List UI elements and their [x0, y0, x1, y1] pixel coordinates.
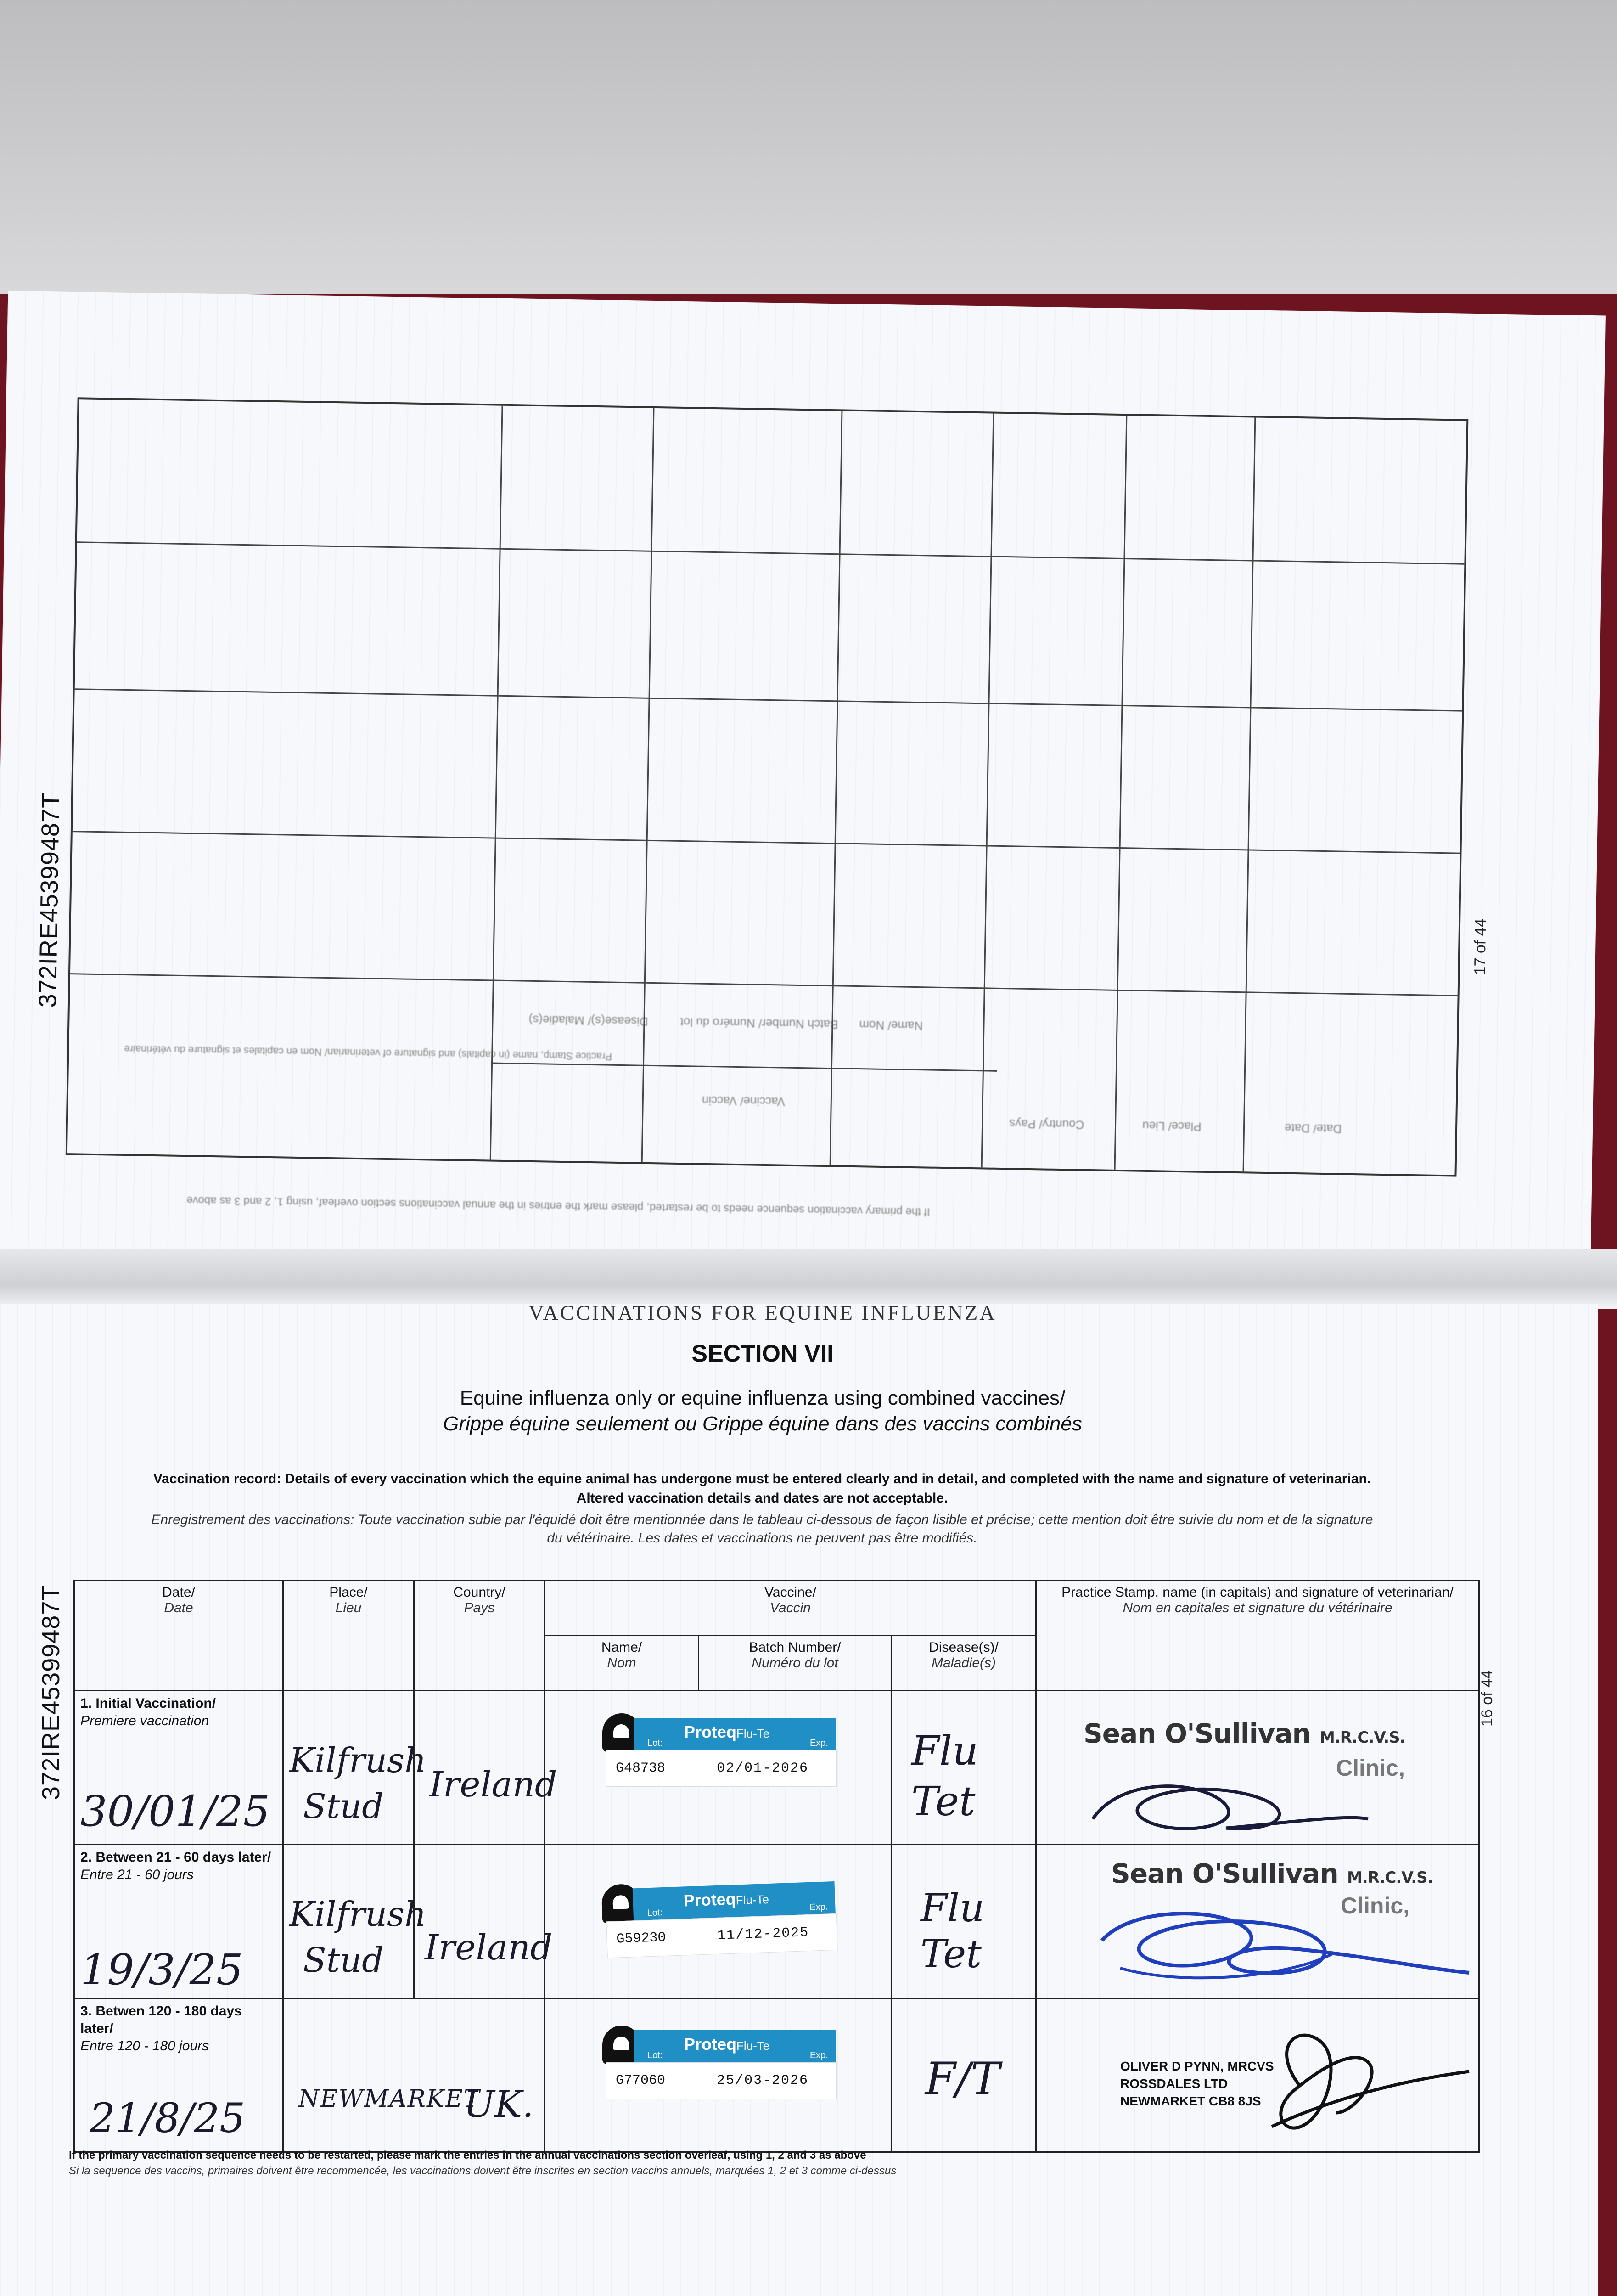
vaccination-table [73, 1580, 1480, 2153]
handwritten-disease: Flu [911, 1727, 978, 1774]
stamp-cell[interactable] [1042, 1695, 1473, 1840]
country-cell[interactable] [420, 1695, 557, 1840]
vet-stamp-line2: ROSSDALES LTD [1120, 2077, 1228, 2091]
handwritten-country: Ireland [429, 1764, 557, 1805]
vaccine-sticker: ProteqFlu-Te Lot: Exp. G48738 02/01-2026 [597, 1713, 836, 1787]
handwritten-place: Kilfrush [289, 1895, 427, 1934]
side-identifier: 372IRE45399487T [34, 792, 65, 1008]
vet-stamp-clinic: Clinic, [1336, 1755, 1405, 1781]
table-row [74, 1845, 1479, 1998]
header-vaccine: Vaccine/ Vaccin [545, 1581, 1036, 1636]
instructions-en [55, 1469, 1469, 1508]
top-page [0, 291, 1606, 1317]
handwritten-disease: Flu [921, 1885, 985, 1930]
vet-stamp-name: Sean O'Sullivan M.R.C.V.S. [1084, 1718, 1405, 1749]
table-row [74, 1691, 1479, 1845]
vet-signature [1088, 1764, 1373, 1842]
mirrored-col-name: Name/ Nom [859, 1018, 923, 1033]
side-identifier-bottom: 372IRE45399487T [37, 1585, 65, 1800]
date-cell[interactable] [80, 1695, 277, 1840]
handwritten-date: 21/8/25 [90, 2094, 246, 2142]
instructions-en-line2: Altered vaccination details and dates are not acceptable. [576, 1491, 948, 1506]
header-country: Country/ Pays [414, 1581, 545, 1691]
section-title: SECTION VII [691, 1340, 834, 1367]
stamp-cell[interactable] [1042, 2003, 1473, 2148]
handwritten-place-2: Stud [303, 1787, 384, 1826]
handwritten-disease: F/T [925, 2053, 1000, 2105]
vet-stamp-clinic: Clinic, [1341, 1893, 1410, 1919]
batch-number: G48738 [616, 1761, 666, 1776]
vet-signature [1217, 2021, 1474, 2150]
footer-note-fr: Si la sequence des vaccins, primaires doivent être recommencée, les vaccinations doivent être inscrites en section vaccins annuels, marquées 1, 2 et 3 comme ci-dessus [69, 2165, 897, 2177]
footer-note-en: If the primary vaccination sequence needs to be restarted, please mark the entries in the annual vaccinations section overleaf, using 1, 2 and 3 as above [69, 2149, 866, 2161]
mirrored-footer-note: If the primary vaccination sequence needs to be restarted, please mark the entries in the annual vaccinations section overleaf, using 1, 2 and 3 as above [186, 1194, 930, 1218]
header-date: Date/ Date [74, 1581, 283, 1691]
instructions-en-line1: Vaccination record: Details of every vaccination which the equine animal has undergone must be entered clearly and in detail, and completed with the name and signature of veterinarian. [153, 1471, 1371, 1486]
handwritten-date: 19/3/25 [80, 1945, 243, 1994]
header-place: Place/ Lieu [283, 1581, 414, 1691]
mirrored-col-place: Place/ Lieu [1142, 1119, 1202, 1134]
scanner-background [0, 0, 1617, 294]
handwritten-place: Kilfrush [289, 1741, 427, 1780]
vaccine-sticker: ProteqFlu-Te Lot: Exp. G59230 11/12-2025 [595, 1877, 837, 1958]
date-cell[interactable] [80, 1849, 277, 1994]
row-label: 2. Between 21 - 60 days later/ Entre 21 - 60 jours [80, 1850, 271, 1882]
subtitle-en: Equine influenza only or equine influenza using combined vaccines/ [460, 1387, 1066, 1409]
mirrored-col-country: Country/ Pays [1009, 1117, 1084, 1132]
stamp-cell[interactable] [1042, 1849, 1473, 1994]
subtitle-fr: Grippe équine seulement ou Grippe équine dans des vaccins combinés [443, 1412, 1082, 1435]
mirrored-col-disease: Disease(s)/ Maladie(s) [528, 1013, 648, 1029]
date-cell[interactable] [80, 2003, 277, 2148]
handwritten-disease-2: Tet [921, 1931, 982, 1976]
handwritten-disease-2: Tet [911, 1778, 976, 1825]
vaccine-sticker: ProteqFlu-Te Lot: Exp. G77060 25/03-2026 [597, 2026, 836, 2099]
row-label: 1. Initial Vaccination/ Premiere vaccination [80, 1696, 216, 1728]
row-label: 3. Betwen 120 - 180 days later/ Entre 120 - 180 jours [80, 2003, 242, 2054]
instructions-fr-line1: Enregistrement des vaccinations: Toute vaccination subie par l'équidé doit être mentionnée dans le tableau ci-dessous de façon lisible et précise; cette mention doit être suivie du nom et de la signature [151, 1512, 1373, 1527]
handwritten-place-2: Stud [303, 1941, 384, 1980]
place-cell[interactable] [289, 1695, 427, 1840]
page-number-bottom: 16 of 44 [1478, 1670, 1496, 1727]
disease-cell[interactable] [898, 1695, 1030, 1840]
expiry-date: 02/01-2026 [717, 1761, 809, 1776]
batch-number: G77060 [616, 2073, 666, 2088]
header-vaccine-name: Name/ Nom [545, 1636, 699, 1691]
instructions-fr [55, 1511, 1469, 1548]
vet-stamp-line3: NEWMARKET CB8 8JS [1120, 2094, 1261, 2108]
vet-stamp-name: Sean O'Sullivan M.R.C.V.S. [1111, 1858, 1433, 1889]
handwritten-country: UK. [464, 2083, 534, 2126]
handwritten-date: 30/01/25 [80, 1787, 270, 1836]
disease-cell[interactable] [898, 1849, 1030, 1994]
country-cell[interactable] [420, 1849, 553, 1994]
vaccine-sticker-cell[interactable] [551, 2003, 885, 2148]
header-stamp: Practice Stamp, name (in capitals) and signature of veterinarian/ Nom en capitales et signature du vétérinaire [1036, 1581, 1479, 1691]
vaccine-sticker-cell[interactable] [551, 1695, 885, 1840]
table-row [74, 1998, 1479, 2152]
vet-stamp-line1: OLIVER D PYNN, MRCVS [1120, 2059, 1274, 2073]
header-disease: Disease(s)/ Maladie(s) [892, 1636, 1036, 1691]
vet-signature-blue [1093, 1899, 1474, 1991]
handwritten-place: NEWMARKET [298, 2085, 481, 2113]
mirrored-col-vaccine: Vaccine/ Vaccin [702, 1093, 786, 1109]
batch-number: G59230 [616, 1930, 667, 1947]
expiry-date: 11/12-2025 [717, 1925, 809, 1944]
place-cell[interactable] [289, 1849, 427, 1994]
mirrored-col-stamp: Practice Stamp, name (in capitals) and signature of veterinarian/ Nom en capitales et signature du vétérinaire [124, 1043, 612, 1063]
empty-vaccination-grid [66, 397, 1469, 1176]
vaccine-sticker-cell[interactable] [551, 1849, 885, 1994]
expiry-date: 25/03-2026 [717, 2073, 809, 2088]
section-heading: VACCINATIONS FOR EQUINE INFLUENZA [528, 1301, 997, 1324]
header-batch: Batch Number/ Numéro du lot [699, 1636, 892, 1691]
page-number: 17 of 44 [1471, 918, 1490, 975]
handwritten-country: Ireland [425, 1927, 553, 1968]
disease-cell[interactable] [898, 2003, 1030, 2148]
mirrored-col-batch: Batch Number/ Numéro du lot [680, 1015, 838, 1032]
place-country-cell[interactable] [289, 2003, 539, 2148]
bottom-page [0, 1301, 1598, 2296]
page-fold [0, 1249, 1617, 1309]
instructions-fr-line2: du vétérinaire. Les dates et vaccinations ne peuvent pas être modifiés. [547, 1531, 977, 1546]
mirrored-col-date: Date/ Date [1284, 1121, 1342, 1136]
